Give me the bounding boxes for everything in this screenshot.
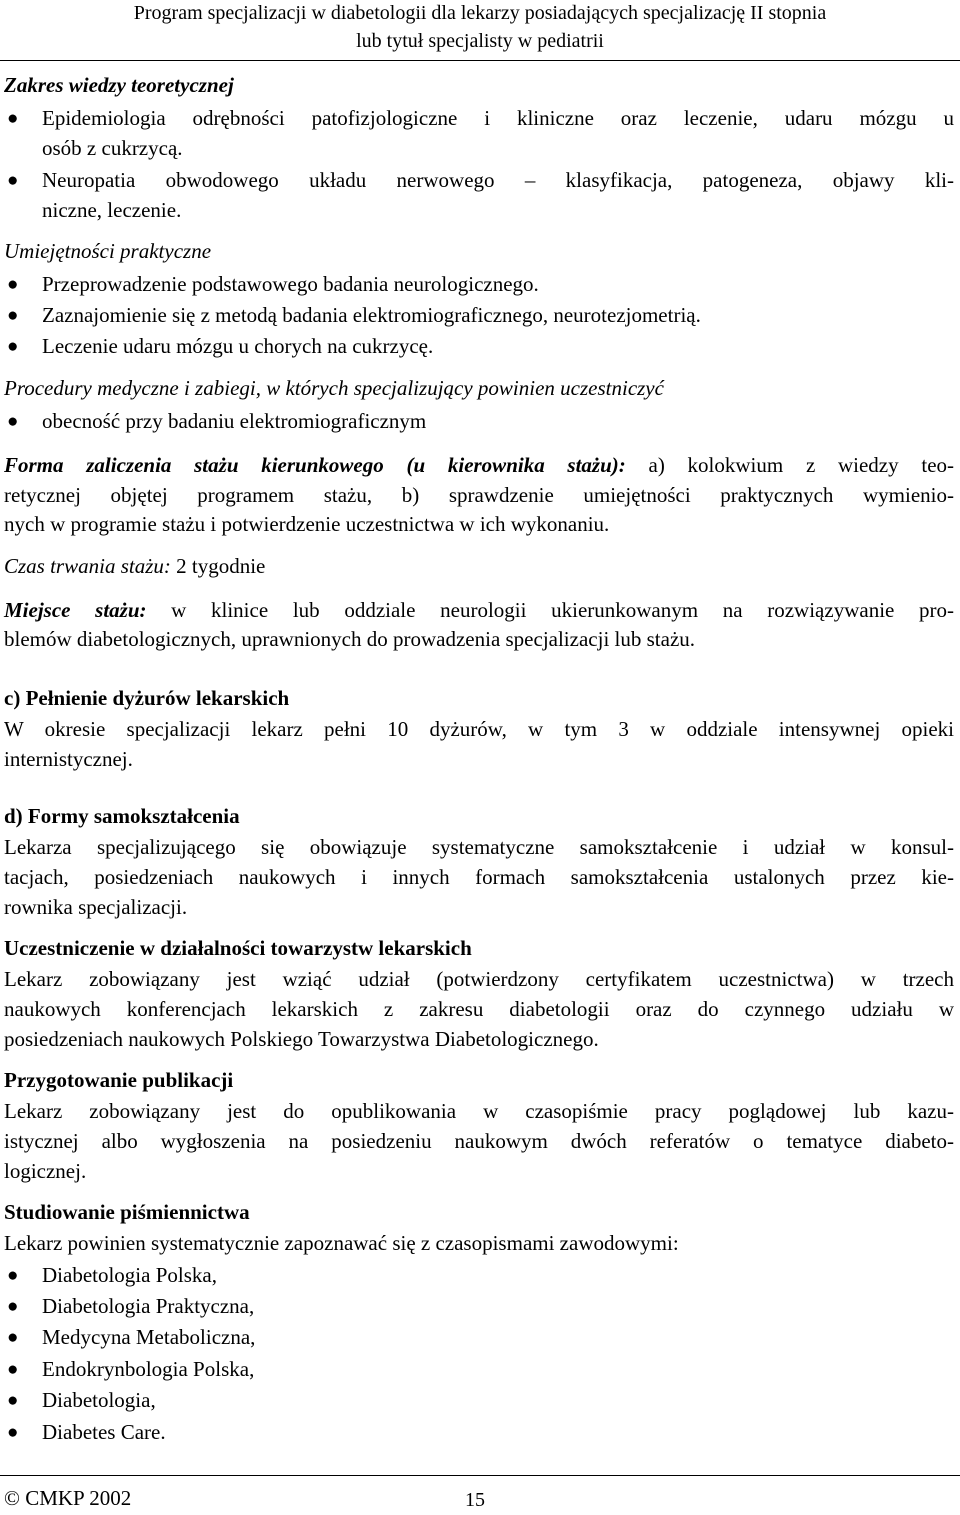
duty-paragraph-line-2: internistycznej. [4, 747, 133, 771]
assessment-paragraph-line-2: retycznej objętej programem stażu, b) sprawdzenie umiejętności praktycznych wymienio- [4, 483, 954, 507]
header-title-line-2: lub tytuł specjalisty w pediatrii [356, 30, 604, 52]
assessment-paragraph-line-3: nych w programie stażu i potwierdzenie uczestnictwa w ich wykonaniu. [4, 512, 610, 536]
selfstudy-paragraph-line-3: rownika specjalizacji. [4, 895, 188, 919]
literature-heading: Studiowanie piśmiennictwa [4, 1200, 250, 1224]
place-text: w klinice lub oddziale neurologii ukierunkowanym na rozwiązywanie pro- [146, 598, 955, 622]
publication-heading: Przygotowanie publikacji [4, 1068, 234, 1092]
assessment-paragraph-line-1 [4, 451, 954, 481]
place-label: Miejsce stażu: [4, 598, 147, 622]
page-footer [0, 1475, 960, 1515]
copyright-text: © CMKP 2002 [4, 1486, 132, 1510]
journal-name: Diabetologia Praktyczna, [42, 1294, 255, 1318]
list-item-text: Przeprowadzenie podstawowego badania neurologicznego. [42, 272, 539, 296]
publication-paragraph-line-2: istycznej albo wygłoszenia na posiedzeniu naukowym dwóch referatów o tematyce diabeto- [4, 1129, 954, 1153]
societies-paragraph-line-3: posiedzeniach naukowych Polskiego Towarzystwa Diabetologicznego. [4, 1027, 599, 1051]
duty-paragraph-line-1: W okresie specjalizacji lekarz pełni 10 dyżurów, w tym 3 w oddziale intensywnej opieki [4, 717, 954, 741]
place-paragraph-line-1 [4, 596, 954, 626]
bullet-icon: ● [7, 1327, 19, 1348]
selfstudy-paragraph-line-2: tacjach, posiedzeniach naukowych i innych formach samokształcenia ustalonych przez kie- [4, 865, 954, 889]
bullet-icon: ● [7, 1296, 19, 1317]
bullet-icon: ● [7, 1359, 19, 1380]
journal-name: Diabetologia Polska, [42, 1263, 217, 1287]
bullet-icon: ● [7, 108, 19, 129]
list-item-text: obecność przy badaniu elektromiograficznym [42, 409, 427, 433]
skills-heading: Umiejętności praktyczne [4, 239, 212, 263]
duration-line [4, 552, 954, 582]
place-paragraph-line-2: blemów diabetologicznych, uprawnionych do prowadzenia specjalizacji lub stażu. [4, 627, 696, 651]
list-item-text-continuation: niczne, leczenie. [42, 198, 182, 222]
duration-value: 2 tygodnie [170, 554, 266, 578]
bullet-icon: ● [7, 411, 19, 432]
duration-label: Czas trwania stażu: [4, 554, 171, 578]
societies-heading: Uczestniczenie w działalności towarzystw lekarskich [4, 936, 472, 960]
publication-paragraph-line-3: logicznej. [4, 1159, 87, 1183]
list-item-text: Epidemiologia odrębności patofizjologiczne i kliniczne oraz leczenie, udaru mózgu u [42, 106, 954, 130]
theory-heading: Zakres wiedzy teoretycznej [4, 73, 234, 97]
bullet-icon: ● [7, 336, 19, 357]
page-header [0, 0, 960, 61]
journal-name: Diabetologia, [42, 1388, 156, 1412]
duty-heading: c) Pełnienie dyżurów lekarskich [4, 686, 290, 710]
bullet-icon: ● [7, 1422, 19, 1443]
bullet-icon: ● [7, 170, 19, 191]
selfstudy-paragraph-line-1: Lekarza specjalizującego się obowiązuje systematyczne samokształcenie i udział w konsul- [4, 835, 954, 859]
assessment-label: Forma zaliczenia stażu kierunkowego (u kierownika stażu): [4, 453, 626, 477]
list-item-text: Neuropatia obwodowego układu nerwowego – klasyfikacja, patogeneza, objawy kli- [42, 168, 954, 192]
literature-intro: Lekarz powinien systematycznie zapoznawać się z czasopismami zawodowymi: [4, 1231, 679, 1255]
procedures-heading: Procedury medyczne i zabiegi, w których specjalizujący powinien uczestniczyć [4, 376, 664, 400]
selfstudy-heading: d) Formy samokształcenia [4, 804, 240, 828]
assessment-text: a) kolokwium z wiedzy teo- [625, 453, 955, 477]
bullet-icon: ● [7, 1390, 19, 1411]
journal-name: Diabetes Care. [42, 1420, 166, 1444]
bullet-icon: ● [7, 274, 19, 295]
list-item-text: Zaznajomienie się z metodą badania elektromiograficznego, neurotezjometrią. [42, 303, 701, 327]
publication-paragraph-line-1: Lekarz zobowiązany jest do opublikowania w czasopiśmie pracy poglądowej lub kazu- [4, 1099, 954, 1123]
journal-name: Medycyna Metaboliczna, [42, 1325, 256, 1349]
list-item-text: Leczenie udaru mózgu u chorych na cukrzycę. [42, 334, 434, 358]
bullet-icon: ● [7, 1265, 19, 1286]
societies-paragraph-line-2: naukowych konferencjach lekarskich z zakresu diabetologii oraz do czynnego udziału w [4, 997, 954, 1021]
societies-paragraph-line-1: Lekarz zobowiązany jest wziąć udział (potwierdzony certyfikatem uczestnictwa) w trzech [4, 967, 954, 991]
list-item-text-continuation: osób z cukrzycą. [42, 136, 183, 160]
header-title-line-1: Program specjalizacji w diabetologii dla lekarzy posiadających specjalizację II stopnia [133, 2, 827, 24]
bullet-icon: ● [7, 305, 19, 326]
page-number: 15 [465, 1489, 485, 1511]
journal-name: Endokrynbologia Polska, [42, 1357, 255, 1381]
